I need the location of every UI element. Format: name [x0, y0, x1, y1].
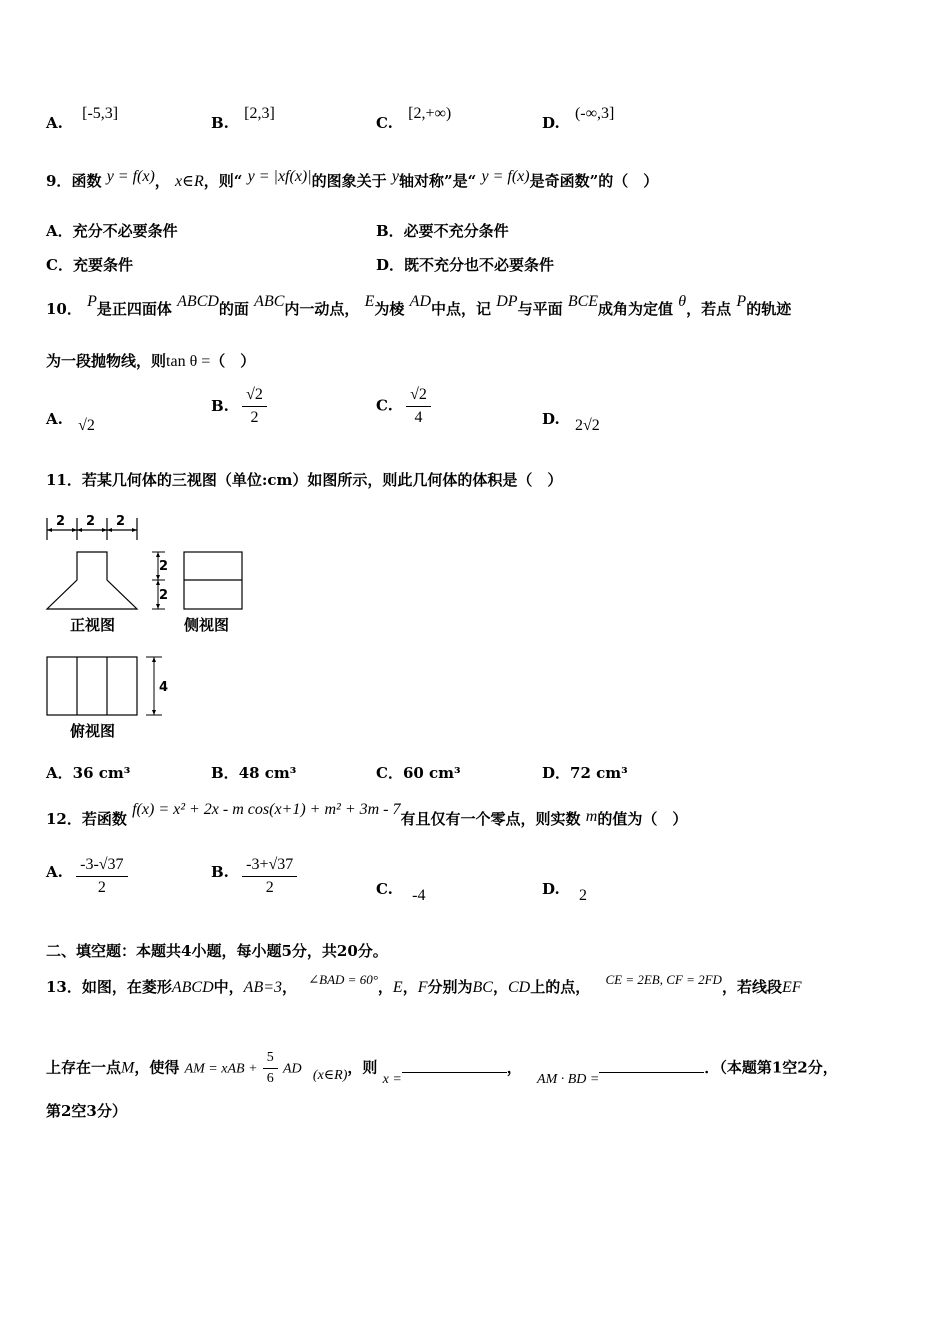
q8-option-c-value: [2,+∞) — [408, 105, 452, 122]
q11-stem: 11．若某几何体的三视图（单位:cm）如图所示，则此几何体的体积是（ ） — [46, 471, 563, 489]
q10-stem: 10． P是正四面体 ABCD的面 ABC内一动点， E为棱 AD中点，记 DP与平面 BCE成角为定值 θ，若点 P的轨迹 — [46, 293, 792, 318]
q8-option-d: D. (-∞,3] — [542, 105, 615, 132]
q11-option-a: A．36 cm³ — [46, 764, 131, 782]
q8-option-a-value: [-5,3] — [82, 105, 119, 122]
top-view — [47, 657, 137, 715]
q9-option-c: C．充要条件 — [46, 256, 133, 274]
front-view — [47, 552, 137, 609]
dim-label-side: 4 — [159, 680, 169, 695]
q13-stem-line3: 第2空3分） — [46, 1102, 127, 1120]
caption-front-view: 正视图 — [70, 616, 116, 634]
q12-option-b: B. $\frac{-3+√37}{2}$ — [211, 856, 297, 897]
answer-blank-dot[interactable] — [599, 1058, 704, 1073]
q9-option-d: D．既不充分也不必要条件 — [376, 256, 555, 274]
dim-label-top-3: 2 — [116, 514, 126, 529]
q12-option-d: D. 2 — [542, 880, 587, 904]
q13-stem: 13．如图，在菱形ABCD中，AB=3， ∠BAD = 60°，E，F分别为BC，CD上的点， CE = 2EB, CF = 2FD，若线段EF — [46, 972, 802, 996]
answer-blank-x[interactable] — [402, 1058, 507, 1073]
q11-option-b: B．48 cm³ — [211, 764, 297, 782]
q11-option-d: D．72 cm³ — [542, 764, 628, 782]
q9-stem: 9．函数 y = f(x)， x∈R，则“ y = |xf(x)|的图象关于 y轴对称”是“ y = f(x)是奇函数”的（ ） — [46, 168, 659, 190]
q10-option-b: B. $\frac{√2}{2}$ — [211, 386, 267, 427]
q10-option-a: A. √2 — [46, 410, 95, 434]
q12-option-a: A. $\frac{-3-√37}{2}$ — [46, 856, 128, 897]
q8-option-b-value: [2,3] — [244, 105, 275, 122]
q12-stem: 12．若函数 f(x) = x² + 2x - m cos(x+1) + m² + 3m - 7有且仅有一个零点，则实数 m的值为（ ） — [46, 801, 688, 828]
q12-option-c: C. -4 — [376, 880, 426, 904]
q11-option-c: C．60 cm³ — [376, 764, 461, 782]
dim-label-right-1: 2 — [159, 559, 169, 574]
q8-option-c: C. [2,+∞) — [376, 105, 452, 132]
q10-option-c: C. $\frac{√2}{4}$ — [376, 386, 431, 427]
q8-option-b: B. [2,3] — [211, 105, 275, 132]
q8-option-d-value: (-∞,3] — [574, 105, 615, 122]
section-heading-fill-in: 二、填空题：本题共4小题，每小题5分，共20分。 — [46, 942, 388, 960]
q8-option-a: A. [-5,3] — [46, 105, 119, 132]
q10-option-d: D. 2√2 — [542, 410, 600, 434]
caption-side-view: 侧视图 — [184, 616, 230, 634]
q9-option-a: A．充分不必要条件 — [46, 222, 178, 240]
dim-label-right-2: 2 — [159, 588, 169, 603]
q9-option-b: B．必要不充分条件 — [376, 222, 509, 240]
q10-stem-line2: 为一段抛物线，则tan θ =（ ） — [46, 352, 256, 370]
dim-label-top-1: 2 — [56, 514, 66, 529]
dim-label-top-2: 2 — [86, 514, 96, 529]
caption-top-view: 俯视图 — [70, 722, 116, 740]
q13-stem-line2: 上存在一点M，使得 AM = xAB + $\frac{5}{6}$ AD (x∈R)，则 x =， AM · BD =．（本题第1空2分， — [46, 1050, 838, 1087]
